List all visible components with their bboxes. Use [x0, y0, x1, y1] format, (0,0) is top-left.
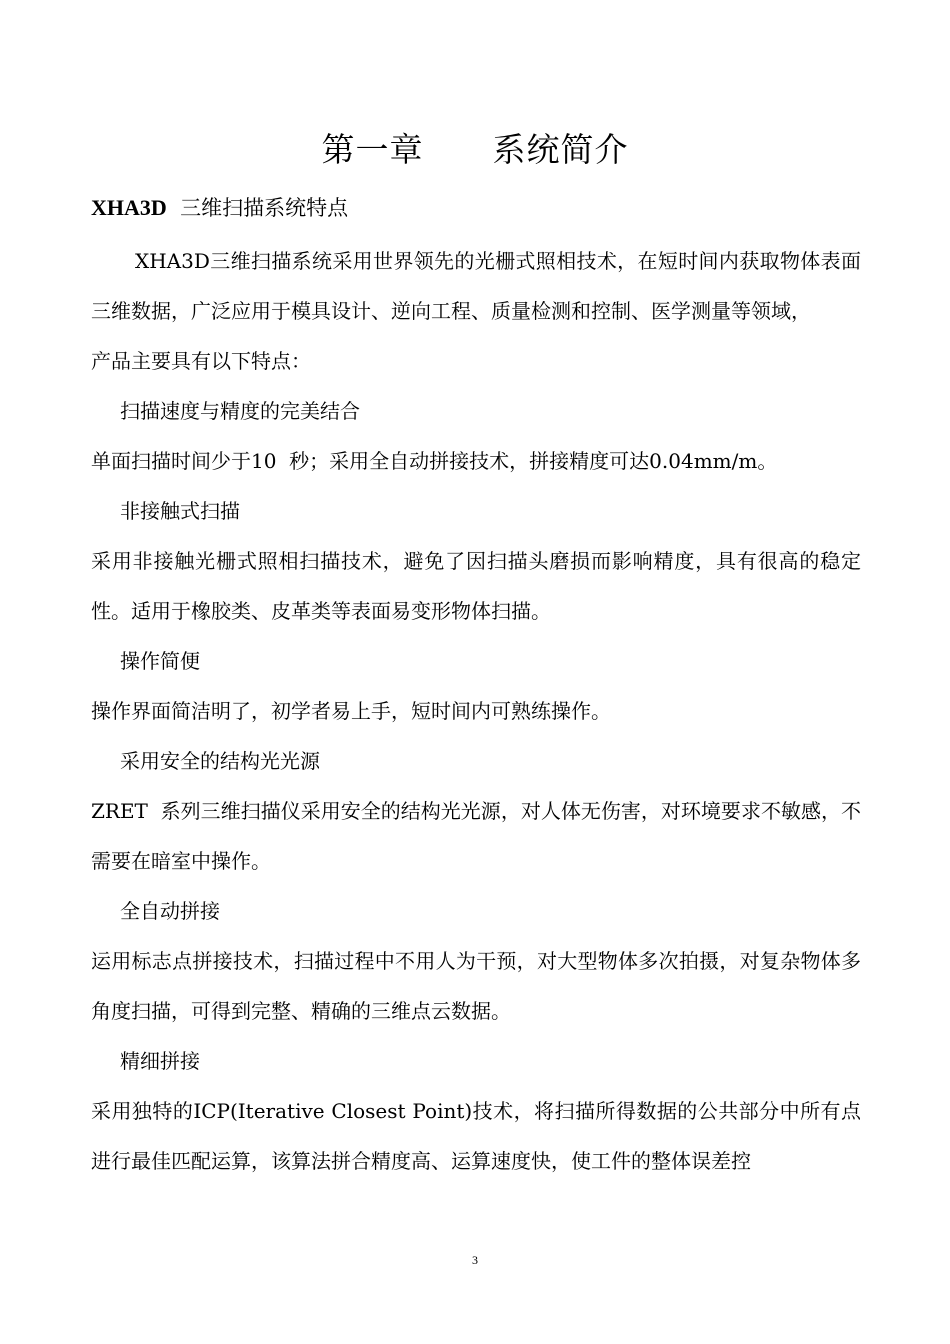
chapter-title: 第一章 系统简介: [321, 130, 629, 169]
body-text: [91, 236, 861, 1186]
feature-text-easy-operation: 操作界面简洁明了，初学者易上手，短时间内可熟练操作。: [91, 699, 611, 723]
intro-paragraph: XHA3D三维扫描系统采用世界领先的光栅式照相技术，在短时间内获取物体表面三维数据，广泛应用于模具设计、逆向工程、质量检测和控制、医学测量等领域，: [91, 249, 861, 323]
feature-heading-safe-light: 采用安全的结构光光源: [120, 749, 320, 773]
features-lead: 产品主要具有以下特点：: [91, 349, 311, 373]
feature-text-safe-light: ZRET 系列三维扫描仪采用安全的结构光光源，对人体无伤害，对环境要求不敏感，不需要在暗室中操作。: [91, 799, 861, 873]
feature-heading-easy-operation: 操作简便: [120, 649, 200, 673]
section-title: [91, 192, 348, 224]
feature-heading-fine-stitching: 精细拼接: [120, 1049, 200, 1073]
feature-heading-non-contact: 非接触式扫描: [120, 499, 240, 523]
feature-heading-auto-stitching: 全自动拼接: [120, 899, 220, 923]
feature-text-non-contact: 采用非接触光栅式照相扫描技术，避免了因扫描头磨损而影响精度，具有很高的稳定性。适用于橡胶类、皮革类等表面易变形物体扫描。: [91, 549, 861, 623]
section-title-text: 三维扫描系统特点: [166, 196, 349, 220]
feature-text-fine-stitching: 采用独特的ICP(Iterative Closest Point)技术，将扫描所得数据的公共部分中所有点进行最佳匹配运算，该算法拼合精度高、运算速度快，使工件的整体误差控: [91, 1099, 861, 1173]
section-title-product: XHA3D: [91, 195, 167, 220]
feature-text-auto-stitching: 运用标志点拼接技术，扫描过程中不用人为干预，对大型物体多次拍摄，对复杂物体多角度扫描，可得到完整、精确的三维点云数据。: [91, 949, 861, 1023]
page-number: 3: [472, 1253, 478, 1267]
feature-text-speed-precision: 单面扫描时间少于10 秒；采用全自动拼接技术，拼接精度可达0.04mm/m。: [91, 449, 778, 473]
feature-heading-speed-precision: 扫描速度与精度的完美结合: [120, 399, 360, 423]
